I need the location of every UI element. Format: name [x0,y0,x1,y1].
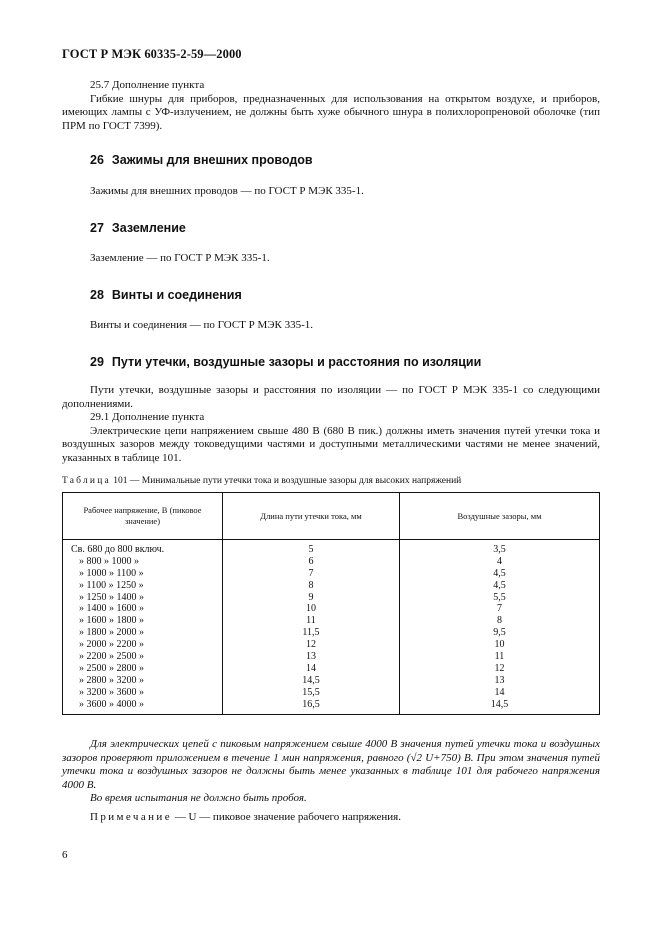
table-cell-voltage: » 3600 » 4000 » [79,698,144,710]
table-cell-clearance: 12 [494,662,505,674]
table-cell-voltage: » 1000 » 1100 » [79,567,144,579]
section-27-title-text: Заземление [111,221,186,235]
table-cell-clearance: 3,5 [493,544,506,555]
table-cell-creepage: 5 [308,544,314,555]
section-28-title-text: Винты и соединения [111,288,242,302]
table-column-voltage [63,540,223,715]
table-cell-creepage: 12 [306,639,316,651]
document-header: ГОСТ Р МЭК 60335-2-59—2000 [62,47,242,61]
table-cell-voltage: » 2800 » 3200 » [79,674,144,686]
table-column-creepage [223,540,400,715]
table-cell-voltage: Св. 680 до 800 включ. [71,544,165,555]
table-cell-clearance: 8 [497,615,502,627]
table-cell-clearance: 4,5 [493,579,506,591]
table-cell-voltage: » 800 » 1000 » [79,555,139,567]
table-cell-creepage: 7 [308,567,314,579]
table-cell-voltage: » 2500 » 2800 » [79,662,144,674]
section-26-title-text: Зажимы для внешних проводов [111,153,313,167]
table-cell-creepage: 10 [306,603,316,615]
table-column-clearance [400,540,600,715]
table-cell-voltage: » 2200 » 2500 » [79,651,144,663]
section-29-title [90,355,481,369]
section-29-1-heading: 29.1 Дополнение пункта [90,411,205,423]
table-cell-voltage: » 1400 » 1600 » [79,603,144,615]
note-text: — U — пиковое значение рабочего напряжения. [171,811,401,823]
table-cell-voltage: » 3200 » 3600 » [79,686,144,698]
table-cell-creepage: 11 [306,615,316,627]
table-101 [62,492,600,715]
section-27-title [90,221,186,235]
section-26-title [90,153,313,167]
section-29-intro: Пути утечки, воздушные зазоры и расстояния по изоляции — по ГОСТ Р МЭК 335-1 со следующими дополнениями. [62,384,600,410]
table-cell-clearance: 13 [494,674,505,686]
table-header-creepage: Длина пути утечки тока, мм [223,493,400,540]
section-26-text: Зажимы для внешних проводов — по ГОСТ Р МЭК 335-1. [90,185,364,197]
note-label: Примечание [90,811,172,823]
table-cell-clearance: 14,5 [490,698,509,710]
section-29-1-text: Электрические цепи напряжением свыше 480 В (680 В пик.) должны иметь значения путей утечки тока и воздушных зазоров между токоведущими частями и доступными металлическими частями не менее значений, указанных в таблице 101. [62,424,600,464]
table-caption-label: Таблица [62,476,111,486]
section-26-number: 26 [90,153,104,167]
table-cell-clearance: 11 [494,651,505,663]
section-25-7-heading: 25.7 Дополнение пункта [90,79,205,91]
section-29-title-text: Пути утечки, воздушные зазоры и расстояния по изоляции [111,355,482,369]
after-table-text-2: Во время испытания не должно быть пробоя. [90,792,307,804]
section-29-number: 29 [90,355,104,369]
table-cell-creepage: 14,5 [302,674,320,686]
section-28-text: Винты и соединения — по ГОСТ Р МЭК 335-1. [90,319,314,331]
table-cell-creepage: 16,5 [302,698,320,710]
note [90,811,401,825]
table-header-clearance: Воздушные зазоры, мм [400,493,600,540]
page-number: 6 [62,849,68,861]
table-cell-creepage: 6 [308,555,314,567]
table-cell-clearance: 9,5 [493,627,506,639]
after-table-text-1: Для электрических цепей с пиковым напряжением свыше 4000 В значения путей утечки тока и воздушных зазоров проверяют приложением в течение 1 мин напряжения, равного (√2 U+750) В. При этом значения путей утечки тока и воздушных зазоров не должны быть менее указанных в таблице 101 для рабочего напряжения 4000 В. [62,738,600,791]
table-cell-creepage: 8 [308,579,314,591]
section-28-title [90,288,242,302]
table-cell-voltage: » 2000 » 2200 » [79,639,144,651]
section-25-7-text: Гибкие шнуры для приборов, предназначенных для использования на открытом воздухе, и приборов, имеющих лампы с УФ-излучением, не должны быть хуже обычного шнура в полихлоропреновой оболочке (тип ПРМ по ГОСТ 7399). [62,92,600,132]
table-header-voltage: Рабочее напряжение, В (пиковое значение) [63,493,223,540]
table-cell-clearance: 4,5 [493,567,506,579]
table-cell-clearance: 14 [494,686,505,698]
table-cell-clearance: 4 [497,555,502,567]
table-cell-creepage: 13 [306,651,316,663]
table-cell-clearance: 5,5 [493,591,506,603]
after-table-block [62,738,600,806]
table-cell-voltage: » 1250 » 1400 » [79,591,144,603]
table-body-row [63,540,600,715]
table-cell-creepage: 15,5 [302,686,320,698]
table-cell-voltage: » 1800 » 2000 » [79,627,144,639]
table-caption-text: 101 — Минимальные пути утечки тока и воздушные зазоры для высоких напряжений [113,476,462,486]
table-cell-creepage: 11,5 [302,627,320,639]
table-caption [62,476,461,486]
section-28-number: 28 [90,288,104,302]
table-cell-clearance: 7 [497,603,502,615]
section-27-text: Заземление — по ГОСТ Р МЭК 335-1. [90,252,270,264]
table-cell-creepage: 14 [306,662,316,674]
section-25-7 [62,79,600,133]
table-cell-voltage: » 1600 » 1800 » [79,615,144,627]
table-header-row [63,493,600,540]
table-cell-creepage: 9 [308,591,314,603]
table-cell-voltage: » 1100 » 1250 » [79,579,144,591]
section-27-number: 27 [90,221,104,235]
section-29-body [62,384,600,465]
table-cell-clearance: 10 [494,639,505,651]
